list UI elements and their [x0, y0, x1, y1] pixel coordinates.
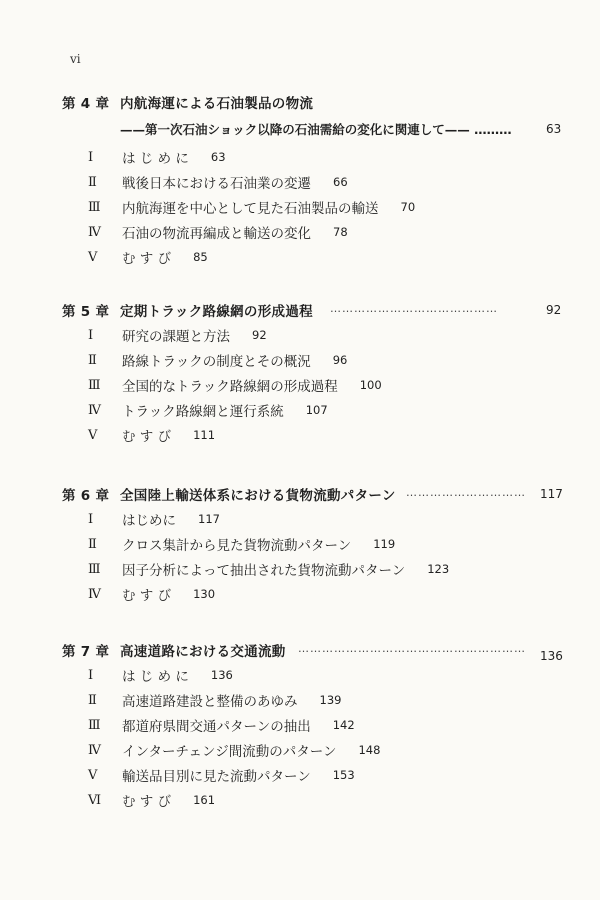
- section-numeral: Ⅲ: [88, 377, 101, 393]
- section-entry[interactable]: [88, 740, 380, 760]
- section-numeral: Ⅳ: [88, 402, 101, 418]
- section-page: 107: [305, 403, 328, 417]
- section-page: 92: [252, 328, 267, 342]
- section-entry[interactable]: [88, 559, 449, 579]
- section-numeral: Ⅴ: [88, 767, 98, 783]
- section-entry[interactable]: [88, 534, 395, 554]
- section-title: 内航海運を中心として見た石油製品の輸送: [122, 201, 379, 217]
- section-title: 全国的なトラック路線網の形成過程: [122, 379, 338, 395]
- chapter-page: 63: [546, 122, 562, 136]
- section-entry[interactable]: [88, 665, 233, 685]
- section-title: む す び: [122, 588, 172, 604]
- section-entry[interactable]: [88, 584, 215, 604]
- section-page: 130: [193, 587, 216, 601]
- section-numeral: Ⅳ: [88, 224, 101, 240]
- section-numeral: Ⅴ: [88, 249, 98, 265]
- section-numeral: Ⅰ: [88, 327, 94, 343]
- section-entry[interactable]: [88, 690, 341, 710]
- section-entry[interactable]: [88, 247, 208, 267]
- section-page: 111: [193, 428, 216, 442]
- section-entry[interactable]: [88, 325, 267, 345]
- section-page: 66: [333, 175, 348, 189]
- section-page: 78: [333, 225, 348, 239]
- section-title: 高速道路建設と整備のあゆみ: [122, 694, 298, 710]
- section-page: 142: [332, 718, 355, 732]
- chapter-title: 全国陸上輸送体系における貨物流動パターン: [120, 488, 396, 504]
- section-title: インターチェンジ間流動のパターン: [122, 744, 337, 760]
- section-entry[interactable]: [88, 509, 220, 529]
- section-entry[interactable]: [88, 147, 226, 167]
- section-title: む す び: [122, 251, 172, 267]
- section-entry[interactable]: [88, 222, 348, 242]
- section-page: 123: [427, 562, 450, 576]
- section-numeral: Ⅰ: [88, 511, 94, 527]
- section-numeral: Ⅳ: [88, 742, 101, 758]
- section-numeral: Ⅳ: [88, 586, 101, 602]
- chapter-page: 92: [546, 303, 562, 317]
- section-page: 100: [359, 378, 382, 392]
- section-numeral: Ⅲ: [88, 199, 101, 215]
- section-title: クロス集計から見た貨物流動パターン: [122, 538, 352, 554]
- section-numeral: Ⅴ: [88, 427, 98, 443]
- chapter-heading[interactable]: [62, 92, 313, 112]
- page-number: vi: [70, 52, 81, 66]
- section-title: 輸送品目別に見た流動パターン: [122, 769, 311, 785]
- chapter-title: 定期トラック路線網の形成過程: [120, 304, 313, 320]
- section-title: 石油の物流再編成と輸送の変化: [122, 226, 311, 242]
- section-entry[interactable]: [88, 400, 328, 420]
- section-entry[interactable]: [88, 375, 382, 395]
- section-page: 136: [210, 668, 233, 682]
- chapter-label: 第 6 章: [62, 488, 110, 504]
- section-title: は じ め に: [122, 669, 189, 685]
- section-page: 70: [400, 200, 416, 214]
- section-page: 63: [210, 150, 226, 164]
- section-entry[interactable]: [88, 765, 355, 785]
- chapter-label: 第 4 章: [62, 96, 110, 112]
- section-numeral: Ⅵ: [88, 792, 102, 808]
- section-title: 戦後日本における石油業の変遷: [122, 176, 311, 192]
- section-entry[interactable]: [88, 172, 348, 192]
- chapter-heading[interactable]: [62, 484, 396, 504]
- section-title: 路線トラックの制度とその概況: [122, 354, 311, 370]
- chapter-label: 第 7 章: [62, 644, 110, 660]
- chapter-heading[interactable]: [62, 300, 313, 320]
- section-title: む す び: [122, 429, 172, 445]
- chapter-label: 第 5 章: [62, 304, 110, 320]
- leader-dots: ……………………………………: [330, 302, 498, 315]
- section-title: 因子分析によって抽出された貨物流動パターン: [122, 563, 406, 579]
- section-page: 96: [332, 353, 348, 367]
- chapter-title: 内航海運による石油製品の物流: [120, 96, 314, 112]
- section-numeral: Ⅰ: [88, 149, 94, 165]
- section-numeral: Ⅲ: [88, 561, 101, 577]
- section-title: は じ め に: [122, 151, 189, 167]
- section-title: はじめに: [122, 513, 176, 529]
- section-title: 都道府県間交通パターンの抽出: [122, 719, 311, 735]
- leader-dots: …………………………………………………: [298, 642, 526, 655]
- section-page: 119: [373, 537, 396, 551]
- section-numeral: Ⅱ: [88, 692, 97, 708]
- section-entry[interactable]: [88, 350, 347, 370]
- section-title: む す び: [122, 794, 172, 810]
- section-page: 117: [198, 512, 220, 526]
- leader-dots: …………………………: [406, 486, 526, 499]
- section-numeral: Ⅱ: [88, 352, 97, 368]
- section-title: トラック路線網と運行系統: [122, 404, 284, 420]
- section-entry[interactable]: [88, 197, 415, 217]
- chapter-title: 高速道路における交通流動: [120, 644, 286, 660]
- section-page: 153: [332, 768, 355, 782]
- section-numeral: Ⅱ: [88, 536, 97, 552]
- section-numeral: Ⅱ: [88, 174, 97, 190]
- section-page: 85: [193, 250, 208, 264]
- chapter-page: 117: [540, 487, 563, 501]
- chapter-subtitle: ——第一次石油ショック以降の石油需給の変化に関連して—— ………: [120, 122, 512, 137]
- section-page: 161: [193, 793, 216, 807]
- section-entry[interactable]: [88, 715, 355, 735]
- chapter-heading[interactable]: [62, 640, 286, 660]
- section-numeral: Ⅲ: [88, 717, 101, 733]
- section-entry[interactable]: [88, 425, 215, 445]
- chapter-page: 136: [540, 649, 563, 663]
- section-page: 139: [319, 693, 342, 707]
- section-title: 研究の課題と方法: [122, 329, 230, 345]
- section-numeral: Ⅰ: [88, 667, 94, 683]
- section-entry[interactable]: [88, 790, 215, 810]
- section-page: 148: [358, 743, 381, 757]
